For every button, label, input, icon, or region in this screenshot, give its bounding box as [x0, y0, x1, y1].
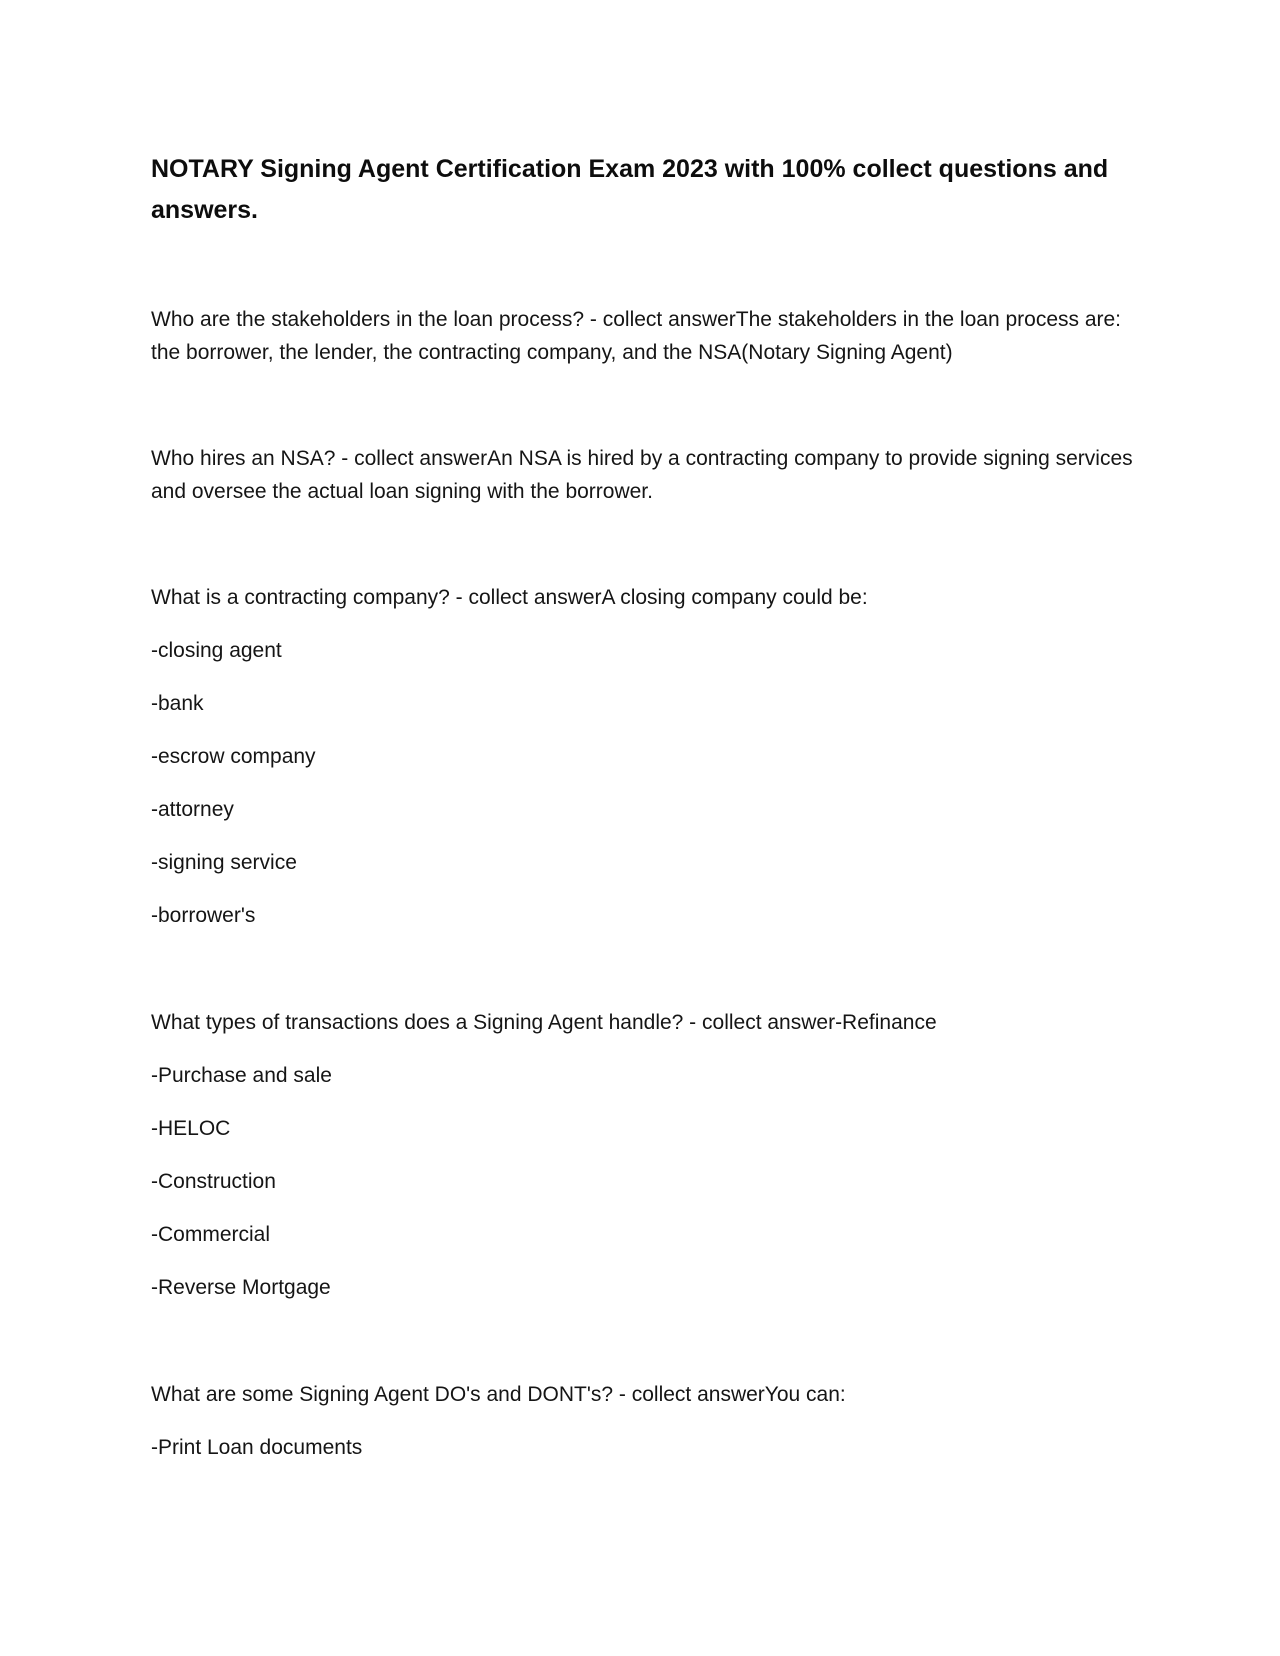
list-item: -Print Loan documents [151, 1436, 363, 1459]
paragraph-contracting-company: What is a contracting company? - collect answerA closing company could be: [151, 586, 868, 609]
list-item: -attorney [151, 798, 234, 821]
list-item: -signing service [151, 851, 297, 874]
list-item: -closing agent [151, 639, 282, 662]
document-title: NOTARY Signing Agent Certification Exam 2023 with 100% collect questions and answers. [151, 155, 1109, 224]
paragraph-who-hires-nsa: Who hires an NSA? - collect answerAn NSA is hired by a contracting company to provide signing services and oversee the actual loan signing with the borrower. [151, 447, 1133, 503]
list-item: -Purchase and sale [151, 1064, 332, 1087]
list-item: -Commercial [151, 1223, 271, 1246]
list-item: -Construction [151, 1170, 276, 1193]
list-item: -Reverse Mortgage [151, 1276, 331, 1299]
paragraph-dos-and-donts: What are some Signing Agent DO's and DONT's? - collect answerYou can: [151, 1383, 846, 1406]
list-item: -bank [151, 692, 204, 715]
paragraph-transaction-types: What types of transactions does a Signing Agent handle? - collect answer-Refinance [151, 1011, 937, 1034]
list-item: -HELOC [151, 1117, 231, 1140]
list-item: -borrower's [151, 904, 256, 927]
list-item: -escrow company [151, 745, 316, 768]
paragraph-stakeholders: Who are the stakeholders in the loan process? - collect answerThe stakeholders in the loan process are: the borrower, the lender, the contracting company, and the NSA(Notary Signing Agent) [151, 308, 1122, 364]
